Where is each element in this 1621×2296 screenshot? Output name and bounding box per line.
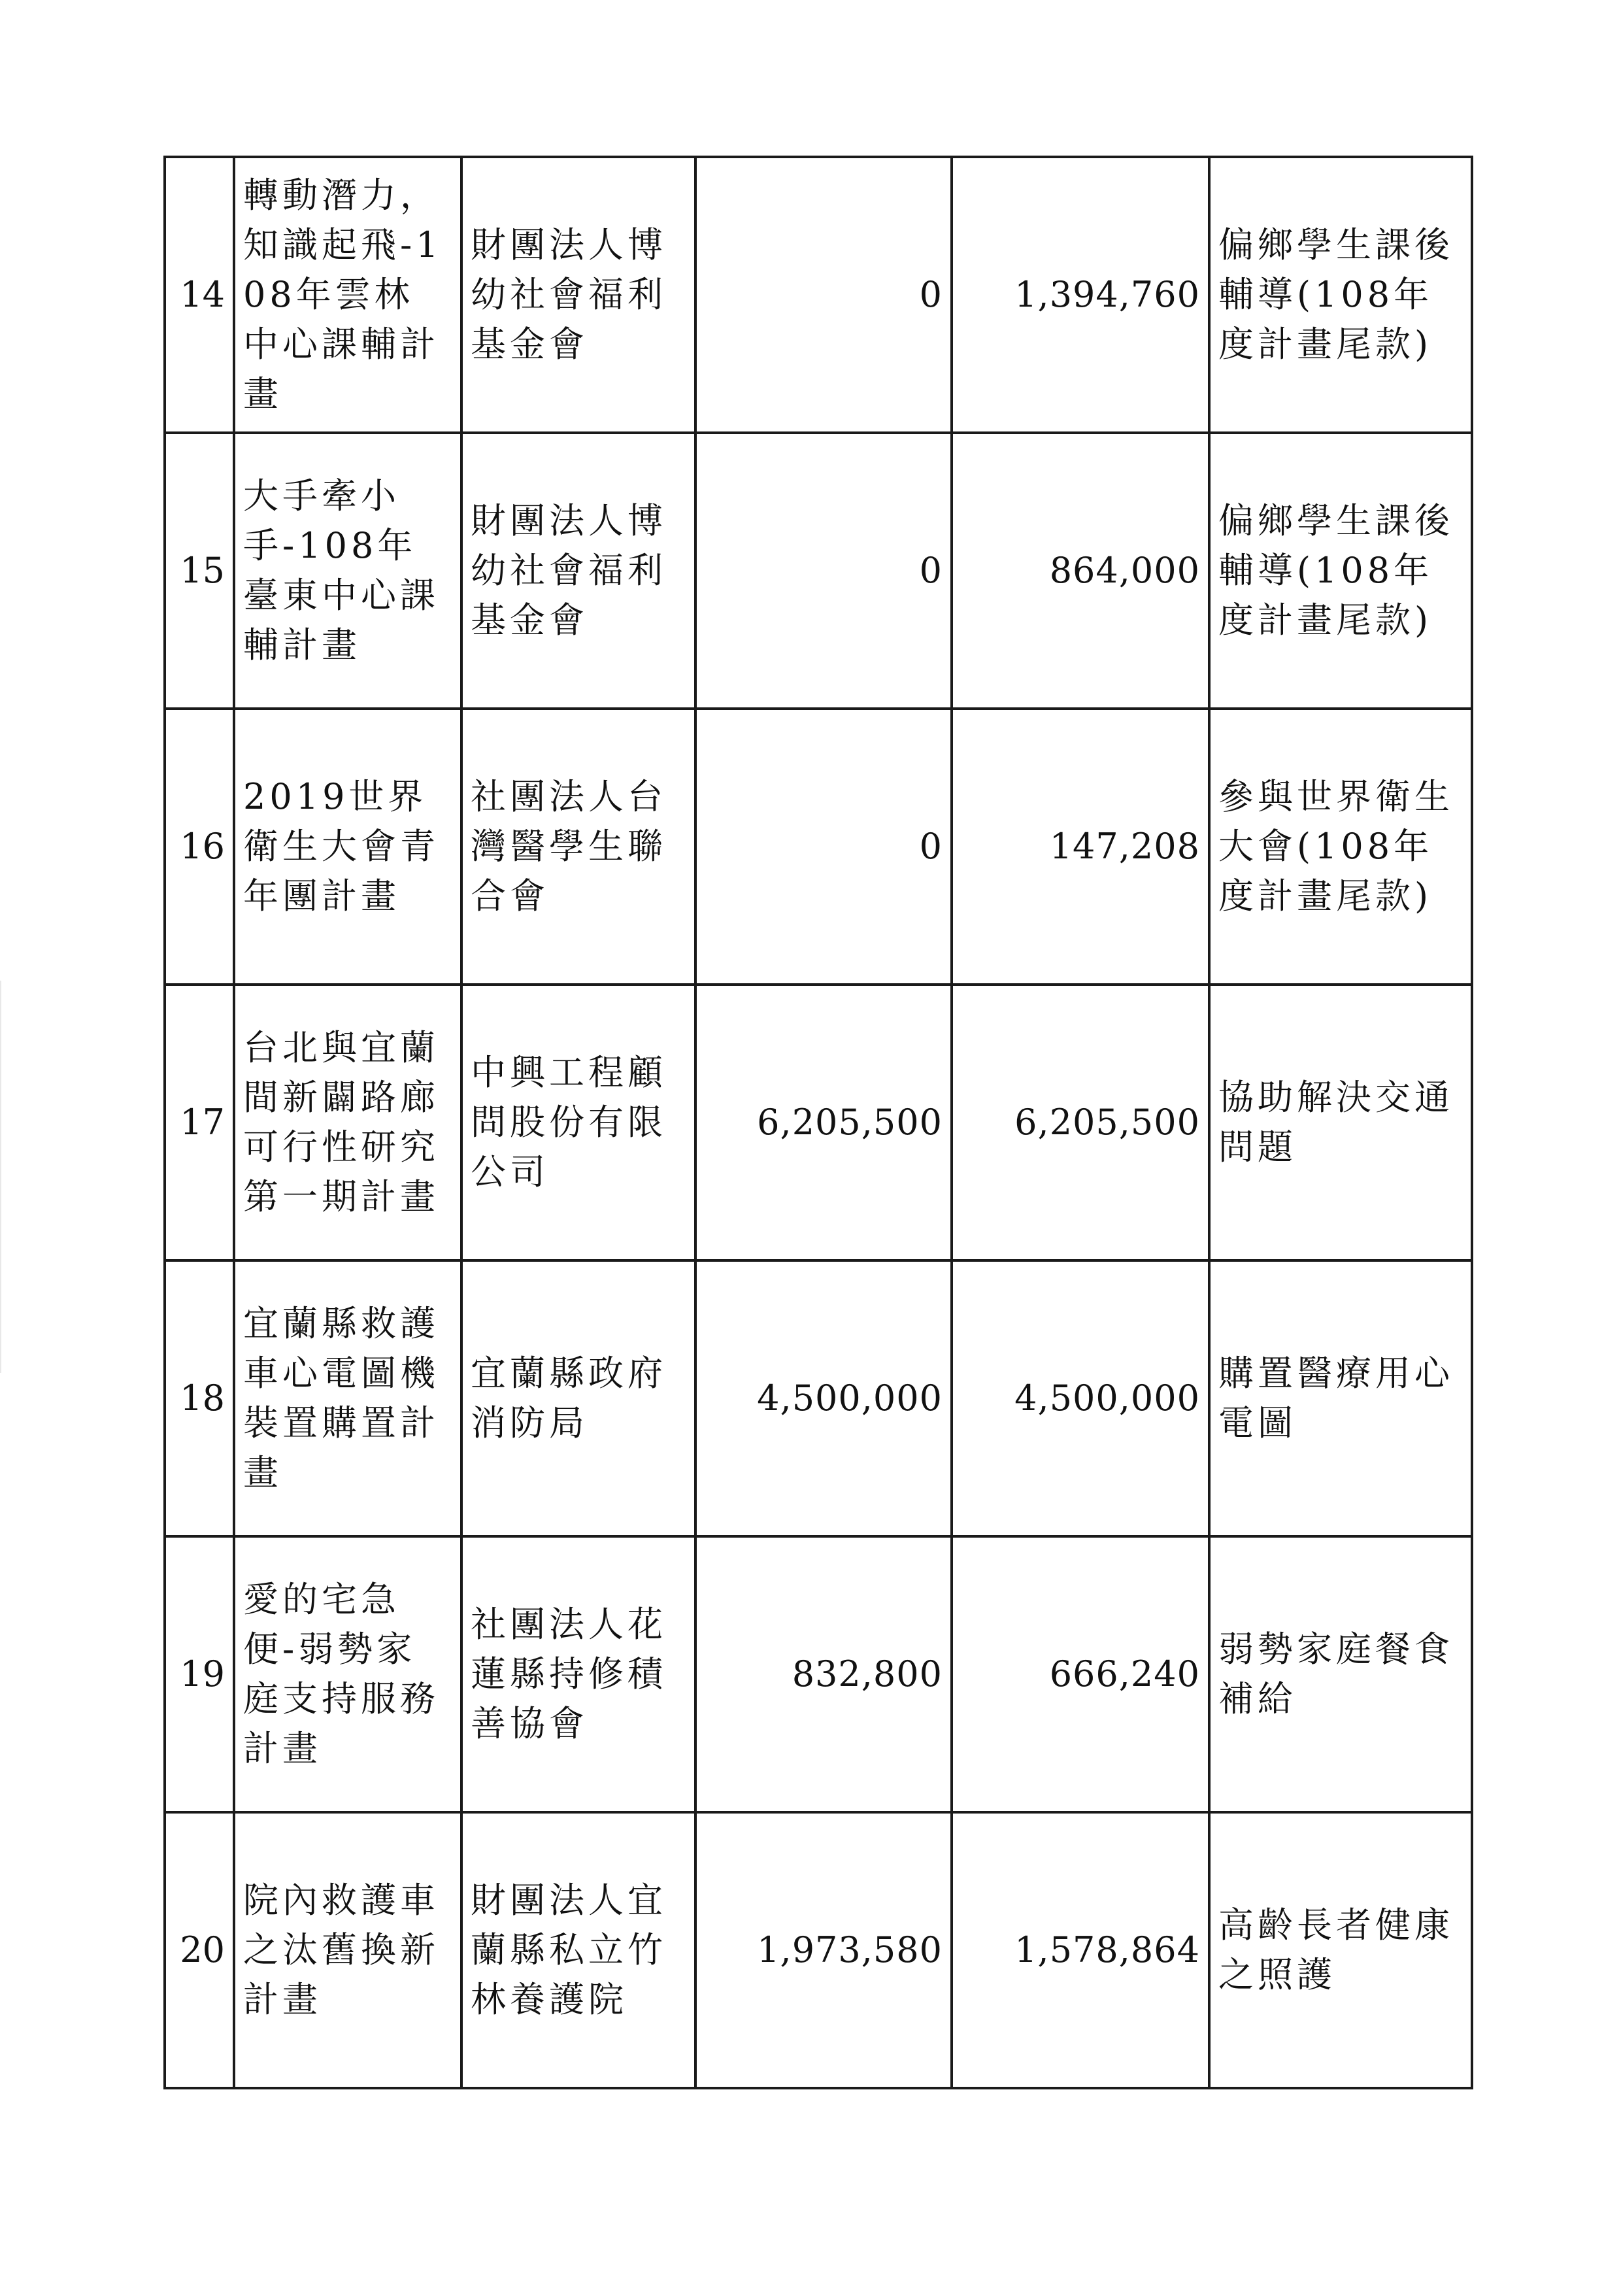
amount-approved: 0 [695, 157, 952, 433]
table-row [165, 1812, 1472, 2088]
table-row [165, 1536, 1472, 1812]
organization: 社團法人花蓮縣持修積善協會 [461, 1536, 695, 1812]
purpose: 弱勢家庭餐食補給 [1209, 1536, 1472, 1812]
organization: 宜蘭縣政府消防局 [461, 1260, 695, 1536]
purpose: 偏鄉學生課後輔導(108年度計畫尾款) [1209, 157, 1472, 433]
project-name: 愛的宅急便-弱勢家庭支持服務計畫 [234, 1536, 461, 1812]
purpose: 參與世界衛生大會(108年度計畫尾款) [1209, 709, 1472, 985]
project-name: 2019世界衛生大會青年團計畫 [234, 709, 461, 985]
project-name: 院內救護車之汰舊換新計畫 [234, 1812, 461, 2088]
amount-paid: 1,578,864 [952, 1812, 1209, 2088]
table-row [165, 157, 1472, 433]
grant-table [163, 156, 1473, 2089]
amount-paid: 147,208 [952, 709, 1209, 985]
purpose: 購置醫療用心電圖 [1209, 1260, 1472, 1536]
amount-approved: 4,500,000 [695, 1260, 952, 1536]
row-number: 14 [165, 157, 234, 433]
amount-paid: 6,205,500 [952, 985, 1209, 1260]
row-number: 18 [165, 1260, 234, 1536]
table-row [165, 985, 1472, 1260]
amount-paid: 1,394,760 [952, 157, 1209, 433]
purpose: 協助解決交通問題 [1209, 985, 1472, 1260]
organization: 財團法人博幼社會福利基金會 [461, 157, 695, 433]
project-name: 轉動潛力，知識起飛-108年雲林中心課輔計畫 [234, 157, 461, 433]
row-number: 20 [165, 1812, 234, 2088]
table-row [165, 433, 1472, 709]
amount-approved: 832,800 [695, 1536, 952, 1812]
organization: 財團法人博幼社會福利基金會 [461, 433, 695, 709]
organization: 社團法人台灣醫學生聯合會 [461, 709, 695, 985]
amount-approved: 6,205,500 [695, 985, 952, 1260]
amount-paid: 864,000 [952, 433, 1209, 709]
row-number: 16 [165, 709, 234, 985]
project-name: 台北與宜蘭間新闢路廊可行性研究第一期計畫 [234, 985, 461, 1260]
purpose: 高齡長者健康之照護 [1209, 1812, 1472, 2088]
scan-margin-mark [0, 981, 1, 1373]
row-number: 15 [165, 433, 234, 709]
table-row [165, 1260, 1472, 1536]
project-name: 宜蘭縣救護車心電圖機裝置購置計畫 [234, 1260, 461, 1536]
table-row [165, 709, 1472, 985]
row-number: 17 [165, 985, 234, 1260]
amount-approved: 0 [695, 433, 952, 709]
amount-approved: 1,973,580 [695, 1812, 952, 2088]
amount-paid: 4,500,000 [952, 1260, 1209, 1536]
amount-paid: 666,240 [952, 1536, 1209, 1812]
project-name: 大手牽小手-108年臺東中心課輔計畫 [234, 433, 461, 709]
amount-approved: 0 [695, 709, 952, 985]
organization: 中興工程顧問股份有限公司 [461, 985, 695, 1260]
organization: 財團法人宜蘭縣私立竹林養護院 [461, 1812, 695, 2088]
row-number: 19 [165, 1536, 234, 1812]
purpose: 偏鄉學生課後輔導(108年度計畫尾款) [1209, 433, 1472, 709]
